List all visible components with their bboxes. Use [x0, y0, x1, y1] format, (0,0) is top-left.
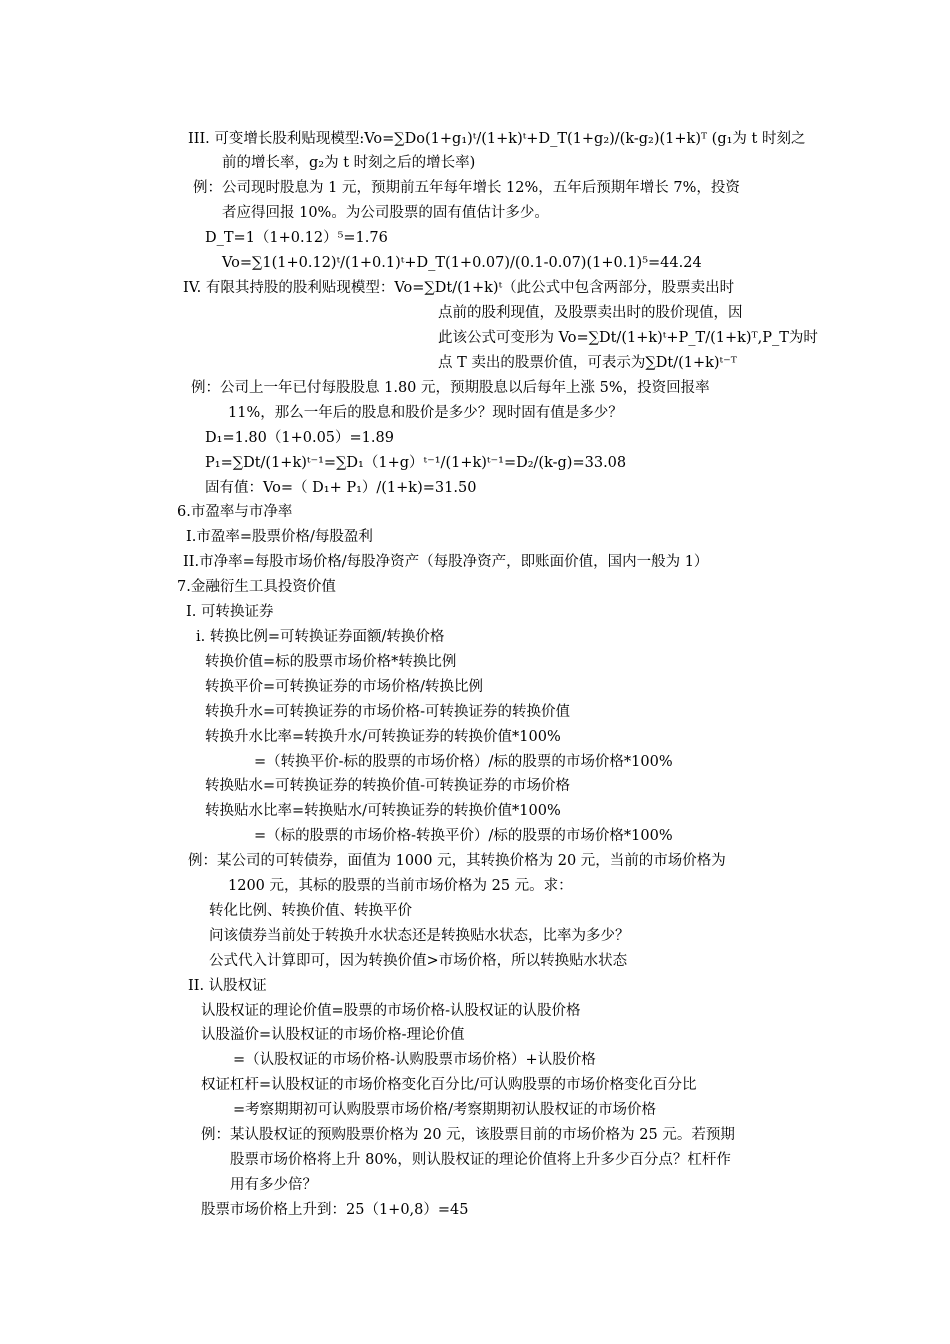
text-line-29: =（标的股票的市场价格-转换平价）/标的股票的市场价格*100% [254, 828, 673, 844]
text-line-33: 问该债券当前处于转换升水状态还是转换贴水状态，比率为多少？ [209, 928, 630, 944]
text-line-9: 此该公式可变形为 Vo=∑Dt/(1+k)ᵗ+P_T/(1+k)ᵀ,P_T为时 [438, 330, 818, 346]
section-heading-6: 6.市盈率与市净率 [177, 504, 293, 520]
text-line-44: 股票市场价格上升到：25（1+0,8）=45 [201, 1202, 469, 1218]
text-line-39: 权证杠杆=认股权证的市场价格变化百分比/可认购股票的市场价格变化百分比 [201, 1077, 697, 1093]
text-line-15: 固有值：Vo=（ D₁+ P₁）/(1+k)=31.50 [205, 480, 477, 496]
text-line-27: 转换贴水=可转换证券的转换价值-可转换证券的市场价格 [205, 778, 571, 794]
text-line-21: i. 转换比例=可转换证券面额/转换价格 [196, 629, 445, 645]
text-line-23: 转换平价=可转换证券的市场价格/转换比例 [205, 679, 484, 695]
text-line-34: 公式代入计算即可，因为转换价值>市场价格，所以转换贴水状态 [209, 953, 628, 969]
text-line-22: 转换价值=标的股票市场价格*转换比例 [205, 654, 457, 670]
text-line-7: IV. 有限其持股的股利贴现模型：Vo=∑Dt/(1+k)ᵗ（此公式中包含两部分，股票卖出时 [183, 280, 735, 296]
text-line-38: =（认股权证的市场价格-认购股票市场价格）+认股价格 [233, 1052, 596, 1068]
section-heading-7: 7.金融衍生工具投资价值 [177, 579, 336, 595]
text-line-25: 转换升水比率=转换升水/可转换证券的转换价值*100% [205, 729, 561, 745]
text-line-37: 认股溢价=认股权证的市场价格-理论价值 [201, 1027, 465, 1043]
subsection-heading-2: II. 认股权证 [188, 978, 267, 994]
text-line-26: =（转换平价-标的股票的市场价格）/标的股票的市场价格*100% [254, 754, 673, 770]
text-line-43: 用有多少倍？ [230, 1177, 317, 1193]
text-line-32: 转化比例、转换价值、转换平价 [209, 903, 412, 919]
text-line-17: I.市盈率=股票价格/每股盈利 [186, 529, 373, 545]
text-line-40: =考察期期初可认购股票市场价格/考察期期初认股权证的市场价格 [233, 1102, 657, 1118]
text-line-14: P₁=∑Dt/(1+k)ᵗ⁻¹=∑D₁（1+g）ᵗ⁻¹/(1+k)ᵗ⁻¹=D₂/(k-g)=33.08 [205, 455, 627, 471]
text-line-6: Vo=∑1(1+0.12)ᵗ/(1+0.1)ᵗ+D_T(1+0.07)/(0.1-0.07)(1+0.1)⁵=44.24 [222, 255, 702, 271]
text-line-18: II.市净率=每股市场价格/每股净资产（每股净资产，即账面价值，国内一般为 1） [183, 554, 709, 570]
text-line-8: 点前的股利现值，及股票卖出时的股价现值，因 [438, 305, 743, 321]
text-line-2: 前的增长率，g₂为 t 时刻之后的增长率) [222, 155, 476, 171]
text-line-4: 者应得回报 10%。为公司股票的固有值估计多少。 [222, 205, 549, 221]
text-line-28: 转换贴水比率=转换贴水/可转换证券的转换价值*100% [205, 803, 561, 819]
text-line-13: D₁=1.80（1+0.05）=1.89 [205, 430, 394, 446]
text-line-36: 认股权证的理论价值=股票的市场价格-认股权证的认股价格 [201, 1003, 581, 1019]
text-line-41: 例：某认股权证的预购股票价格为 20 元，该股票目前的市场价格为 25 元。若预期 [201, 1127, 735, 1143]
text-line-10: 点 T 卖出的股票价值，可表示为∑Dt/(1+k)ᵗ⁻ᵀ [438, 355, 737, 371]
text-line-11: 例：公司上一年已付每股股息 1.80 元，预期股息以后每年上涨 5%，投资回报率 [191, 380, 710, 396]
text-line-1: III. 可变增长股利贴现模型:Vo=∑Do(1+g₁)ᵗ/(1+k)ᵗ+D_T(1+g₂)/(k-g₂)(1+k)ᵀ (g₁为 t 时刻之 [188, 131, 806, 147]
text-line-5: D_T=1（1+0.12）⁵=1.76 [205, 230, 388, 246]
text-line-3: 例：公司现时股息为 1 元，预期前五年每年增长 12%，五年后预期年增长 7%，投资 [193, 180, 740, 196]
text-line-24: 转换升水=可转换证券的市场价格-可转换证券的转换价值 [205, 704, 571, 720]
subsection-heading-1: I. 可转换证券 [186, 604, 274, 620]
text-line-30: 例：某公司的可转债券，面值为 1000 元，其转换价格为 20 元，当前的市场价格为 [188, 853, 726, 869]
text-line-12: 11%，那么一年后的股息和股价是多少？现时固有值是多少？ [228, 405, 623, 421]
text-line-42: 股票市场价格将上升 80%，则认股权证的理论价值将上升多少百分点？杠杆作 [230, 1152, 731, 1168]
text-line-31: 1200 元，其标的股票的当前市场价格为 25 元。求： [228, 878, 573, 894]
